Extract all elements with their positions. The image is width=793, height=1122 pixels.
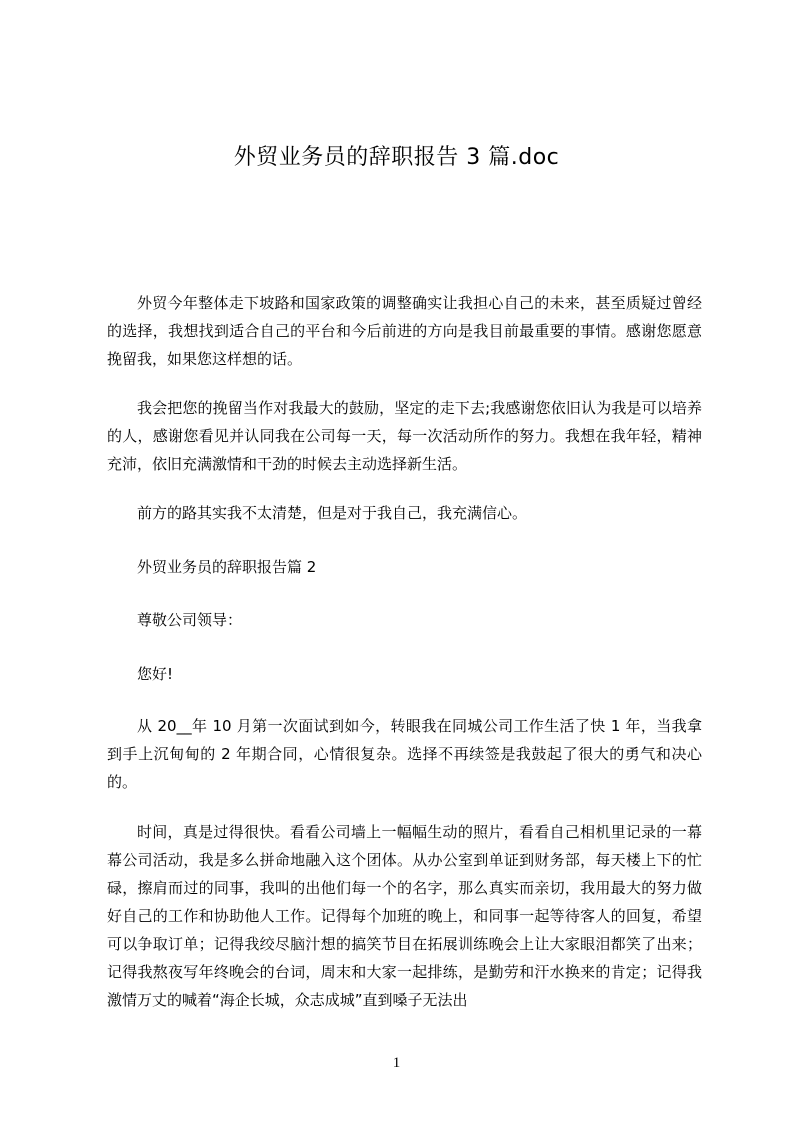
salutation: 尊敬公司领导：	[137, 611, 243, 629]
paragraph-2: 我会把您的挽留当作对我最大的鼓励，坚定的走下去;我感谢您依旧认为我是可以培养的人，感谢您看见并认同我在公司每一天，每一次活动所作的努力。我想在我年轻，精神充沛，依旧充满激情和干劲的时候去主动选择新生活。	[107, 399, 702, 473]
paragraph-5: 时间，真是过得很快。看看公司墙上一幅幅生动的照片，看看自己相机里记录的一幕幕公司活动，我是多么拼命地融入这个团体。从办公室到单证到财务部，每天楼上下的忙碌，擦肩而过的同事，我叫的出他们每一个的名字，那么真实而亲切，我用最大的努力做好自己的工作和协助他人工作。记得每个加班的晚上，和同事一起等待客人的回复，希望可以争取订单；记得我绞尽脑汁想的搞笑节目在拓展训练晚会上让大家眼泪都笑了出来；记得我熬夜写年终晚会的台词，周末和大家一起排练，是勤劳和汗水换来的肯定；记得我激情万丈的喊着“海企长城，众志成城”直到嗓子无法出	[107, 823, 702, 1009]
document-title: 外贸业务员的辞职报告 3 篇.doc	[233, 145, 560, 170]
page-number: 1	[392, 1055, 401, 1071]
paragraph-3: 前方的路其实我不太清楚，但是对于我自己，我充满信心。	[137, 504, 528, 522]
paragraph-4: 从 20__年 10 月第一次面试到如今，转眼我在同城公司工作生活了快 1 年，当我拿到手上沉甸甸的 2 年期合同，心情很复杂。选择不再续签是我鼓起了很大的勇气和决心的。	[107, 717, 702, 791]
section-heading: 外贸业务员的辞职报告篇 2	[137, 558, 317, 576]
greeting: 您好!	[137, 665, 174, 683]
paragraph-1: 外贸今年整体走下坡路和国家政策的调整确实让我担心自己的未来，甚至质疑过曾经的选择，我想找到适合自己的平台和今后前进的方向是我目前最重要的事情。感谢您愿意挽留我，如果您这样想的话。	[107, 294, 702, 368]
